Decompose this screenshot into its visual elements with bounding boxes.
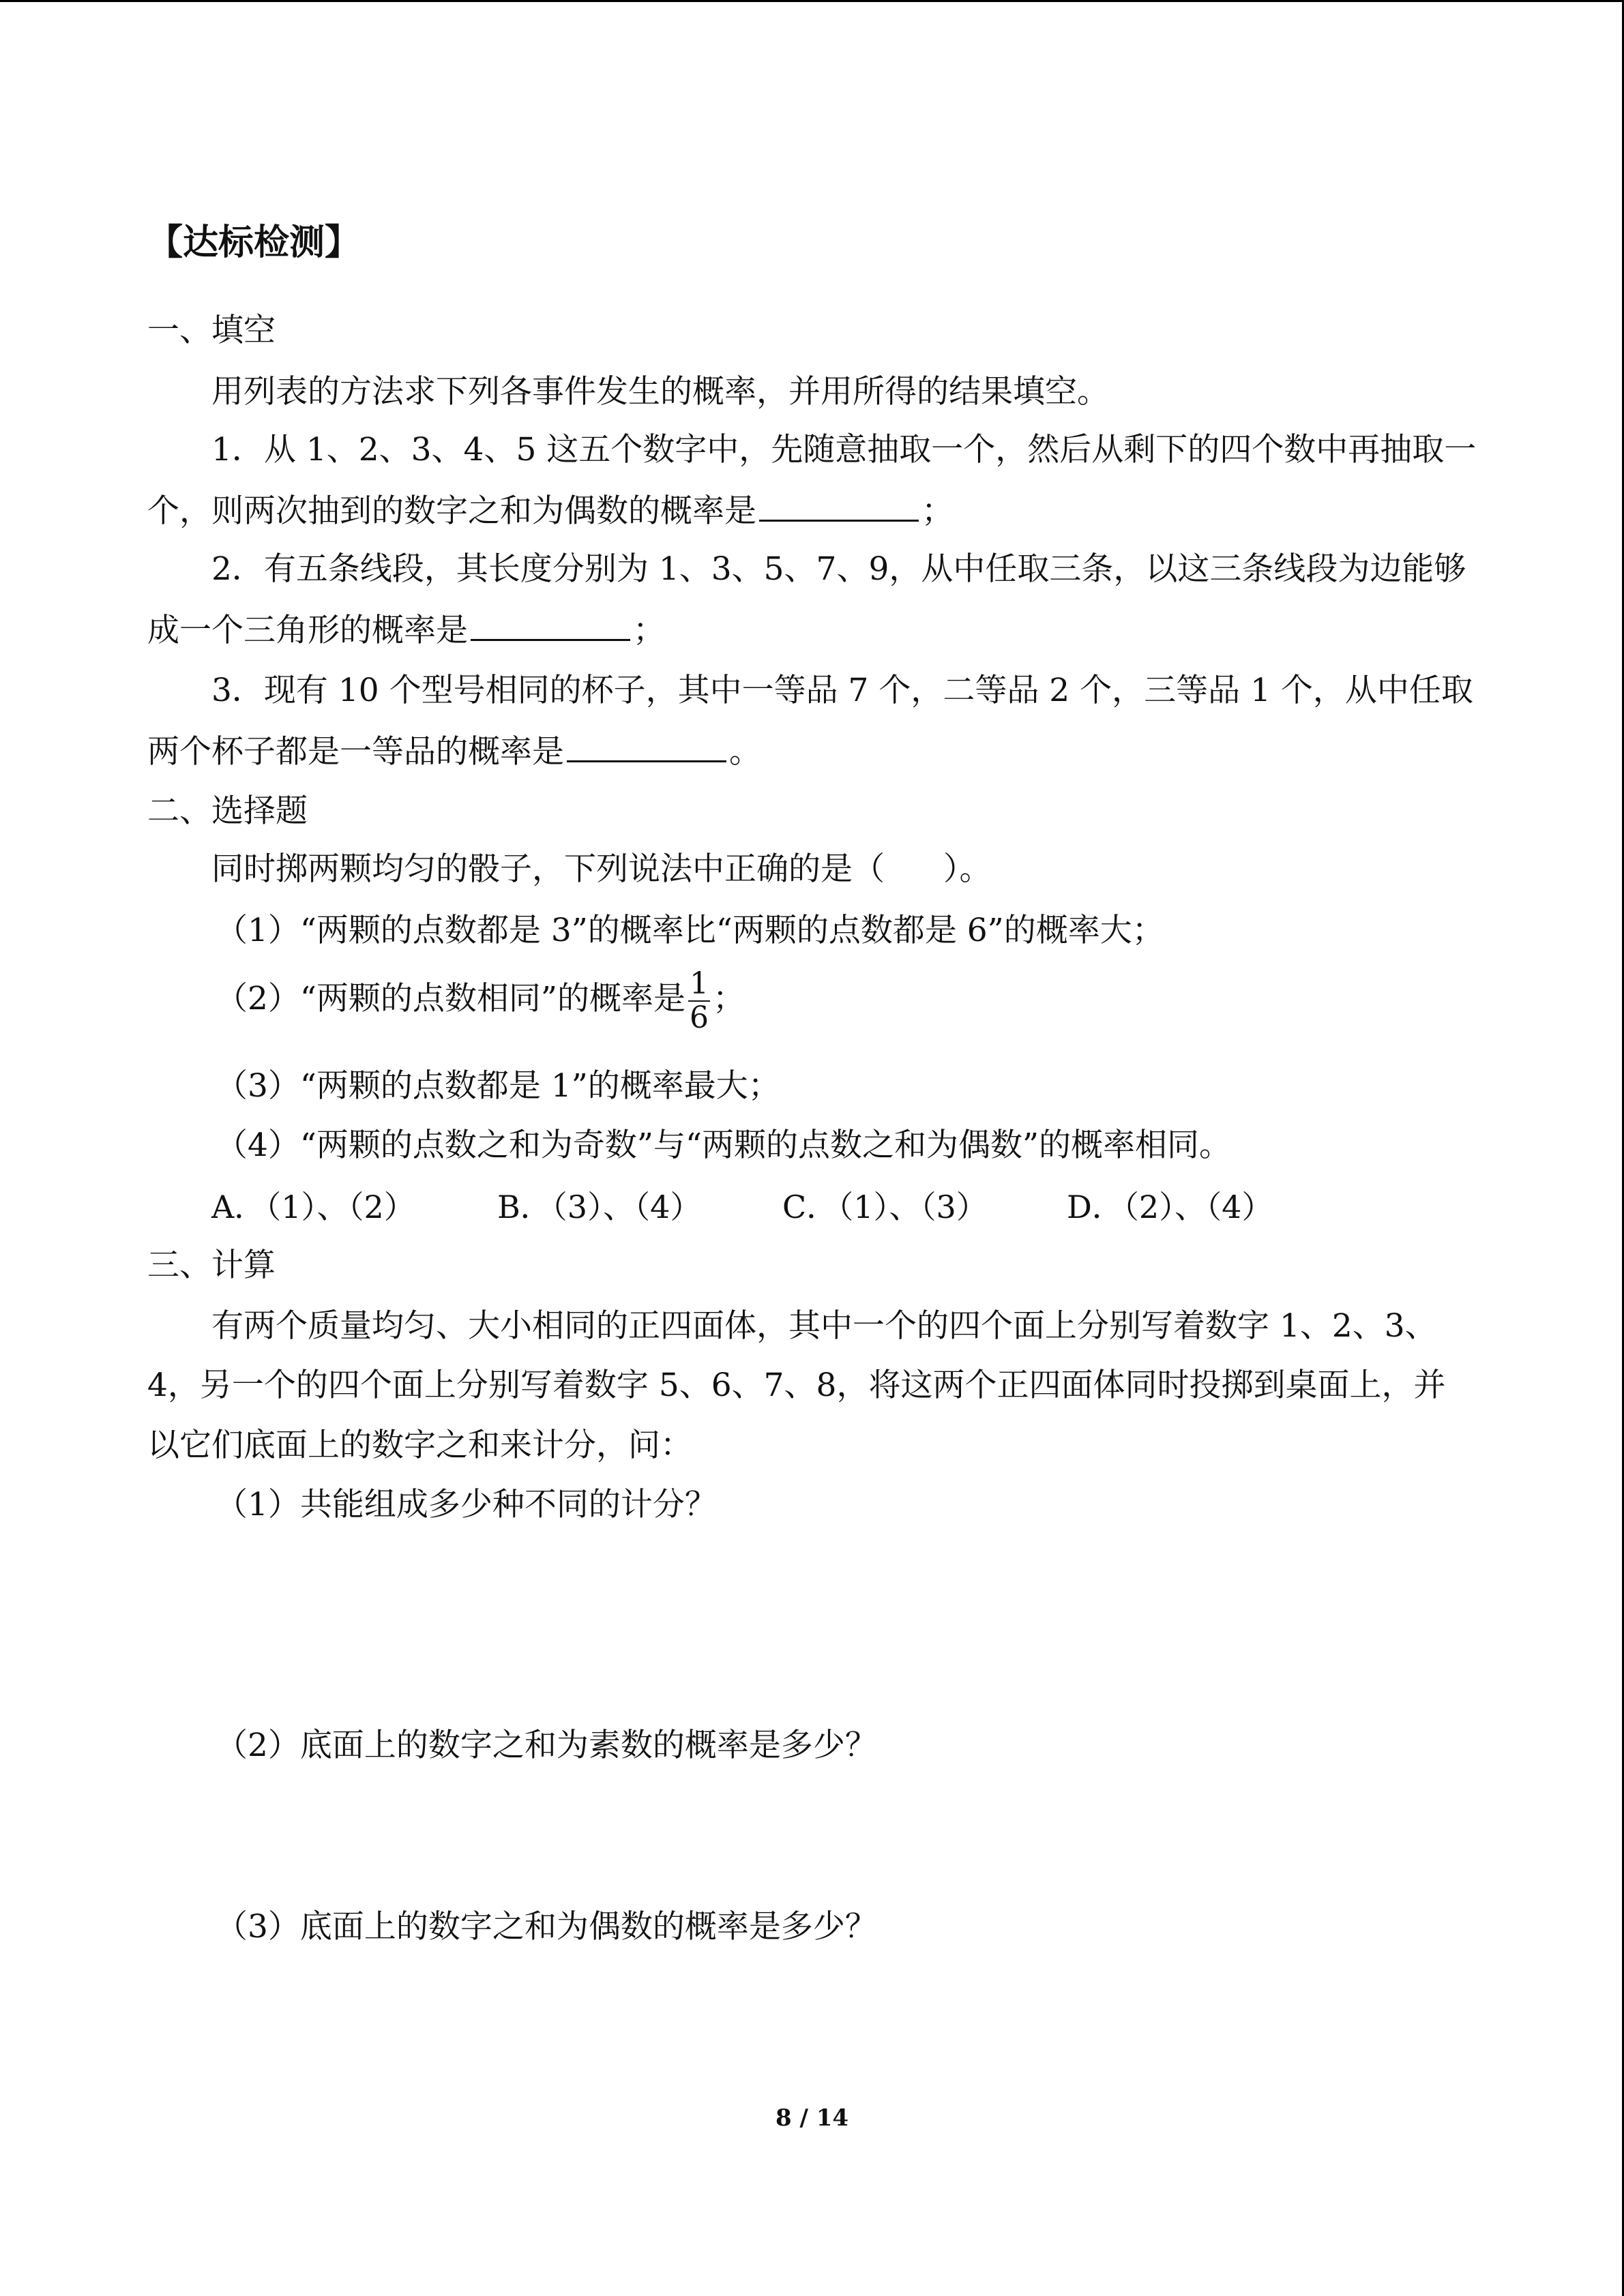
part2-heading: 二、选择题 <box>147 792 308 830</box>
fraction-one-sixth <box>688 968 710 1034</box>
answer-blank-q1[interactable] <box>759 492 919 522</box>
part1-q1-text: 个，则两次抽到的数字之和为偶数的概率是 <box>147 492 756 530</box>
part3-question-2: （2）底面上的数字之和为素数的概率是多少？ <box>216 1727 877 1764</box>
part2-stem-close: ）。 <box>943 850 992 888</box>
part3-problem-line3: 以它们底面上的数字之和来计分，问： <box>147 1427 692 1464</box>
statement-2 <box>216 955 745 1043</box>
part1-q2-punct: ； <box>633 612 665 649</box>
part1-q1-line1: 1．从 1、2、3、4、5 这五个数字中，先随意抽取一个，然后从剩下的四个数中再抽取一 <box>211 431 1477 468</box>
choice-c[interactable]: C．（1）、（3） <box>782 1189 988 1225</box>
part2-stem <box>211 849 992 890</box>
statement-3: （3）“两颗的点数都是 1”的概率最大； <box>216 1067 780 1105</box>
part1-heading: 一、填空 <box>147 312 276 349</box>
answer-blank-q2[interactable] <box>471 612 630 641</box>
part1-q3-line2 <box>147 732 761 773</box>
part3-question-1: （1）共能组成多少种不同的计分？ <box>216 1486 717 1523</box>
part1-q1-line2 <box>147 491 954 532</box>
statement-2-text: （2）“两颗的点数相同”的概率是 <box>216 980 685 1017</box>
part1-q3-line1: 3．现有 10 个型号相同的杯子，其中一等品 7 个，二等品 2 个，三等品 1 个，从中任取 <box>211 672 1473 709</box>
part1-q3-text: 两个杯子都是一等品的概率是 <box>147 733 564 771</box>
statement-2-punct: ； <box>712 980 745 1017</box>
choice-a[interactable]: A．（1）、（2） <box>211 1189 415 1225</box>
statement-1: （1）“两颗的点数都是 3”的概率比“两颗的点数都是 6”的概率大； <box>216 912 1164 949</box>
answer-blank-q3[interactable] <box>567 733 726 762</box>
part1-q2-text: 成一个三角形的概率是 <box>147 612 468 649</box>
part2-stem-text: 同时掷两颗均匀的骰子，下列说法中正确的是（ <box>211 850 885 888</box>
fraction-denominator: 6 <box>689 1000 709 1035</box>
part3-problem-line2: 4，另一个的四个面上分别写着数字 5、6、7、8，将这两个正四面体同时投掷到桌面上，并 <box>147 1367 1446 1404</box>
part1-intro: 用列表的方法求下列各事件发生的概率，并用所得的结果填空。 <box>211 373 1109 411</box>
part3-question-3: （3）底面上的数字之和为偶数的概率是多少？ <box>216 1908 877 1945</box>
statement-4: （4）“两颗的点数之和为奇数”与“两颗的点数之和为偶数”的概率相同。 <box>216 1127 1232 1164</box>
section-title: 【达标检测】 <box>147 222 361 263</box>
part3-problem-line1: 有两个质量均匀、大小相同的正四面体，其中一个的四个面上分别写着数字 1、2、3、 <box>211 1307 1437 1345</box>
page-number: 8 / 14 <box>775 2104 849 2132</box>
choice-d[interactable]: D．（2）、（4） <box>1067 1189 1273 1225</box>
part1-q2-line1: 2．有五条线段，其长度分别为 1、3、5、7、9，从中任取三条，以这三条线段为边能够 <box>211 550 1466 588</box>
choice-b[interactable]: B．（3）、（4） <box>497 1189 702 1225</box>
part1-q2-line2 <box>147 610 665 651</box>
part1-q3-punct: 。 <box>729 733 761 771</box>
part3-heading: 三、计算 <box>147 1247 276 1284</box>
fraction-numerator: 1 <box>689 966 709 1001</box>
part1-q1-punct: ； <box>921 492 954 530</box>
